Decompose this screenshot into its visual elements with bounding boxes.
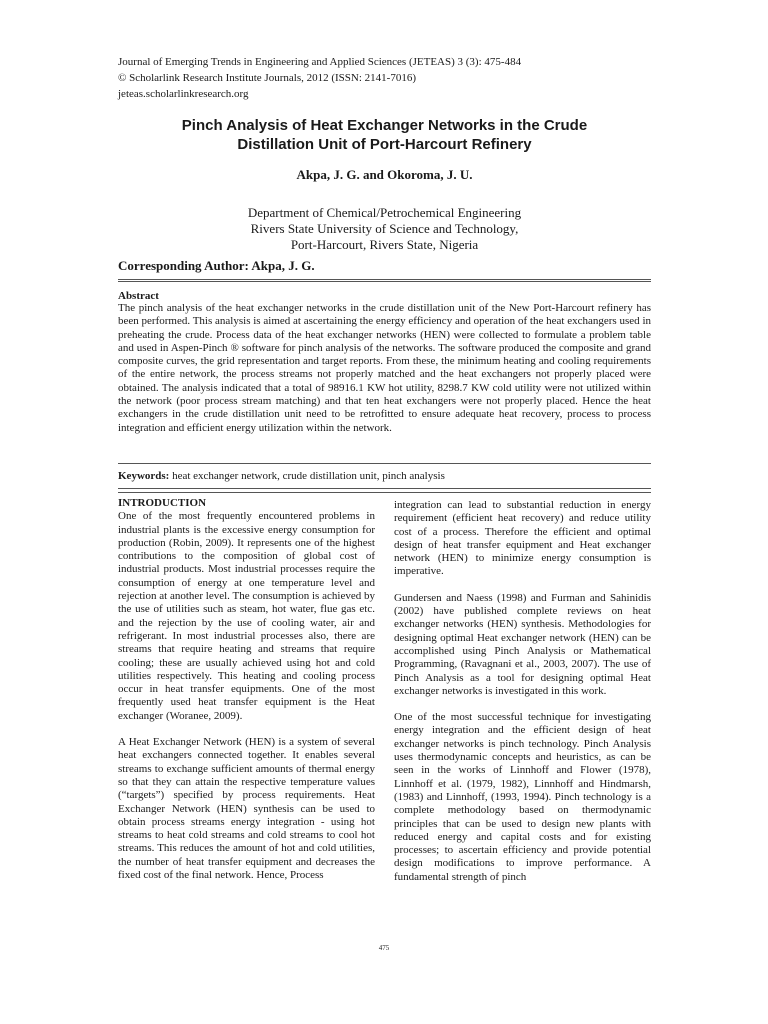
right-paragraph-3: One of the most successful technique for investigating energy integration and the efficient design of heat exchanger networks is pinch technology. Pinch Analysis uses thermodynamic concepts and heuristics, as can be seen in the works of Linnhoff and Flower (1978), Linnhoff et al. (1979, 1982), Linnhoff and Hindmarsh, (1983) and Linnhoff, (1993, 1994). Pinch technology is a complete methodology based on thermodynamic principles that can be used to design new plants with reduced energy and capital costs and for existing processes; to ascertain efficiency and provide potential design modifications to improve performance. A fundamental strength of pinch [394,711,651,883]
authors: Akpa, J. G. and Okoroma, J. U. [296,167,473,182]
left-paragraph-2: A Heat Exchanger Network (HEN) is a system of several heat exchangers connected together. It enables several streams to exchange sufficient amounts of thermal energy so that they can attain the respective temperature values (“targets”) specified by process requirements. Heat Exchanger Network (HEN) synthesis can be used to obtain process streams energy integration - using hot streams to heat cold streams and cold streams to cool hot streams. This reduces the amount of hot and cold utilities, the number of heat transfer equipment and decreases the fixed cost of the final network. Hence, Process [118,736,375,882]
affiliation-line-3: Port-Harcourt, Rivers State, Nigeria [290,237,479,252]
title-line-2: Distillation Unit of Port-Harcourt Refinery [237,136,532,153]
divider-top [118,279,651,280]
affiliation-line-1: Department of Chemical/Petrochemical Engineering [247,205,522,220]
right-paragraph-2: Gundersen and Naess (1998) and Furman and Sahinidis (2002) have published complete reviews on heat exchanger networks (HEN) synthesis. Methodologies for designing optimal Heat exchanger network (HEN) can be accomplished using Pinch Analysis or Mathematical Programming, (Ravagnani et al., 2003, 2007). The use of Pinch Analysis as a tool for designing optimal Heat exchanger networks is investigated in this work. [394,591,651,697]
divider-top-2 [118,281,651,282]
keywords-text: heat exchanger network, crude distillation unit, pinch analysis [169,470,445,482]
left-column [118,497,375,895]
copyright-line: © Scholarlink Research Institute Journals, 2012 (ISSN: 2141-7016) [118,72,416,84]
title-line-1: Pinch Analysis of Heat Exchanger Networks in the Crude [181,117,588,134]
corresponding-author: Corresponding Author: Akpa, J. G. [118,258,315,273]
intro-heading: INTRODUCTION [118,497,207,509]
paper-title [118,116,651,154]
page-number: 475 [378,944,390,952]
right-column [394,499,651,897]
journal-website: jeteas.scholarlinkresearch.org [118,88,249,100]
abstract-heading: Abstract [118,290,159,302]
divider-keywords-2 [118,492,651,493]
journal-header [118,54,521,102]
affiliation-line-2: Rivers State University of Science and Technology, [250,221,519,236]
left-paragraph-1: One of the most frequently encountered problems in industrial plants is the excessive energy consumption for production (Robin, 2009). It represents one of the highest contributions to the composition of global cost of industrial products. Most industrial processes require the consumption of energy at one temperature level and rejection at another level. The consumption is achieved by the use of utilities such as steam, hot water, flue gas etc. and the rejection by the use of cooling water, air and refrigerant. In most industrial processes also, there are streams that require heating and streams that require cooling; these are usually achieved using hot and cold utilities respectively. This heating and cooling process occur in heat transfer equipments. One of the most frequently used heat transfer equipment is the Heat exchanger (Woranee, 2009). [118,510,375,722]
journal-citation: Journal of Emerging Trends in Engineering and Applied Sciences (JETEAS) 3 (3): 475-484 [118,56,522,68]
keywords-label: Keywords: [118,470,170,482]
abstract-body: The pinch analysis of the heat exchanger networks in the crude distillation unit of the New Port-Harcourt refinery has been performed. This analysis is aimed at ascertaining the energy efficiency and operation of the heat exchangers used in preheating the crude. Process data of the heat exchanger networks (HEN) were collected to formulate a problem table and used in Aspen-Pinch ® software for pinch analysis of the networks. The software produced the composite and grand composite curves, the grid representation and target reports. From these, the minimum heating and cooling requirements of the entire network, the process streams not properly matched and the heat exchangers not properly placed were obtained. The analysis indicated that a total of 98916.1 KW hot utility, 8298.7 KW cold utility were not utilized within the network (poor process stream matching) and that ten heat exchangers were not properly placed. Hence the heat exchangers in the crude distillation unit need to be retrofitted to ensure adequate heat recovery, process to process integration and efficient energy utilization within the network. [118,302,651,434]
affiliation [118,205,651,253]
right-paragraph-1: integration can lead to substantial reduction in energy requirement (efficient heat recovery) and reduce utility cost of a process. Therefore the efficient and optimal design of heat transfer equipment and Heat exchanger network (HEN) to minimize energy consumption is imperative. [394,499,651,578]
divider-abstract [118,463,651,464]
divider-keywords [118,488,651,489]
keywords [118,470,445,482]
